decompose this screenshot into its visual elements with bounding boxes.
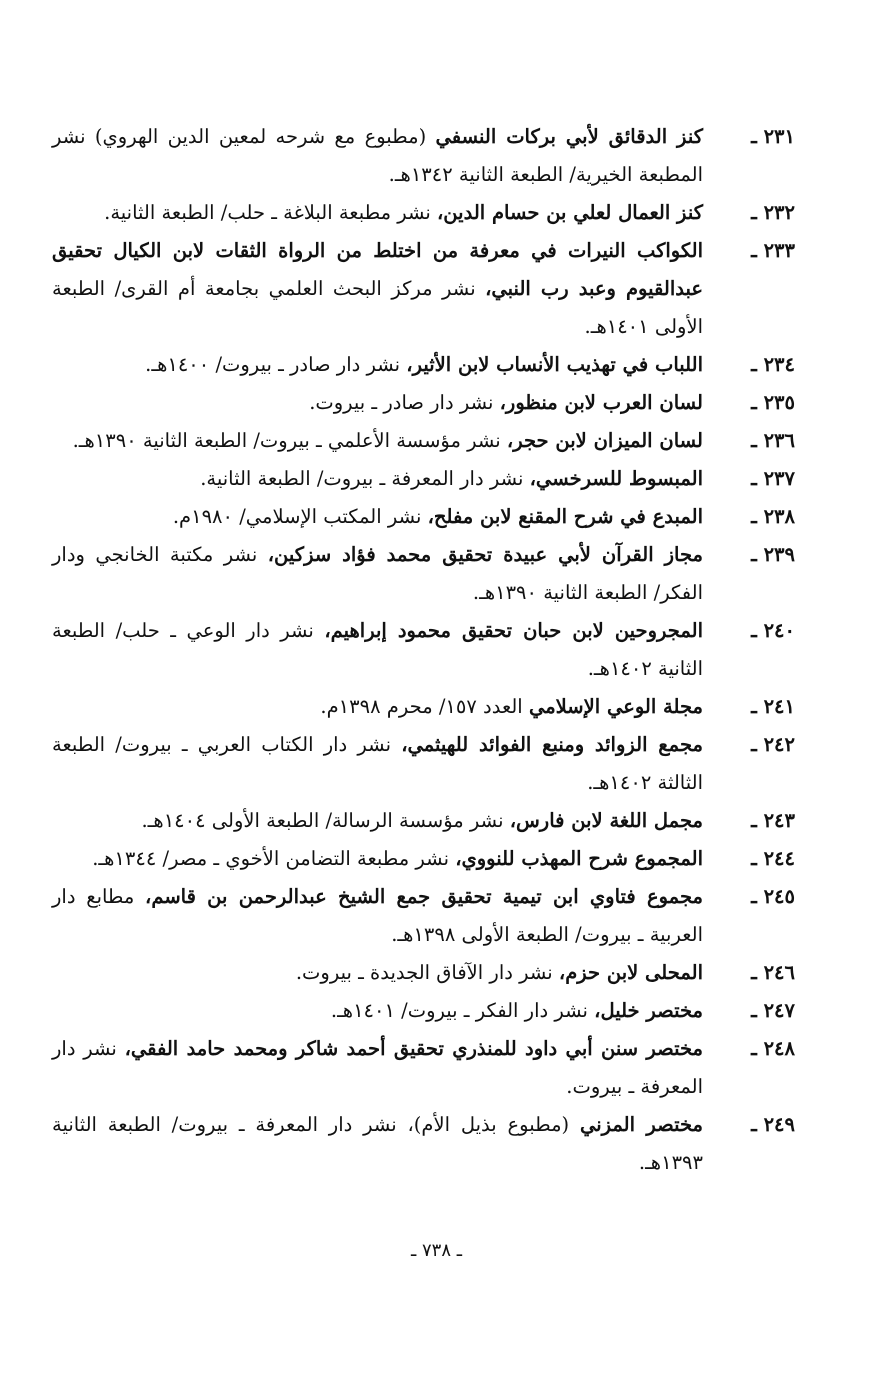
bibliography-entry [52, 422, 795, 460]
entry-number: ٢٤٣ ـ [751, 809, 795, 832]
entry-details: نشر مركز البحث العلمي بجامعة أم القرى/ الطبعة الأولى ١٤٠١هـ. [52, 277, 703, 338]
entry-title: لسان الميزان لابن حجر، [506, 429, 703, 452]
entry-title: المجروحين لابن حبان تحقيق محمود إبراهيم، [324, 619, 704, 642]
entry-title: المجموع شرح المهذب للنووي، [455, 847, 703, 870]
bibliography-entry [52, 878, 795, 954]
entry-title: مجاز القرآن لأبي عبيدة تحقيق محمد فؤاد سزكين، [267, 543, 704, 566]
entry-details: نشر دار الكتاب العربي ـ بيروت/ الطبعة الثالثة ١٤٠٢هـ. [52, 733, 703, 794]
entry-details: نشر مكتبة الخانجي ودار الفكر/ الطبعة الثانية ١٣٩٠هـ. [52, 543, 703, 604]
entry-details: (مطبوع مع شرحه لمعين الدين الهروي) نشر المطبعة الخيرية/ الطبعة الثانية ١٣٤٢هـ. [52, 125, 703, 186]
bibliography-entry [52, 460, 795, 498]
entry-title: المبدع في شرح المقنع لابن مفلح، [427, 505, 703, 528]
entry-details: نشر مؤسسة الأعلمي ـ بيروت/ الطبعة الثانية ١٣٩٠هـ. [72, 429, 507, 452]
entry-number: ٢٣٧ ـ [751, 467, 795, 490]
entry-number: ٢٤٤ ـ [751, 847, 795, 870]
entry-number: ٢٣٩ ـ [751, 543, 795, 566]
entry-number: ٢٤٥ ـ [751, 885, 795, 908]
entry-number: ٢٤٦ ـ [751, 961, 795, 984]
bibliography-entry [52, 1030, 795, 1106]
entry-details: (مطبوع بذيل الأم)، نشر دار المعرفة ـ بيروت/ الطبعة الثانية ١٣٩٣هـ. [52, 1113, 703, 1174]
entry-number: ٢٣١ ـ [751, 125, 795, 148]
entry-number: ٢٣٣ ـ [751, 239, 795, 262]
entry-details: العدد ١٥٧/ محرم ١٣٩٨م. [320, 695, 529, 718]
entry-number: ٢٣٤ ـ [751, 353, 795, 376]
bibliography-entry [52, 802, 795, 840]
bibliography-entry [52, 346, 795, 384]
bibliography-entry [52, 498, 795, 536]
bibliography-entry [52, 1106, 795, 1182]
entry-details: نشر دار المعرفة ـ بيروت/ الطبعة الثانية. [200, 467, 530, 490]
entry-title: لسان العرب لابن منظور، [499, 391, 703, 414]
entry-number: ٢٣٦ ـ [751, 429, 795, 452]
page-number: ـ ٧٣٨ ـ [410, 1240, 462, 1261]
bibliography-entry [52, 118, 795, 194]
entry-title: مختصر خليل، [594, 999, 703, 1022]
entry-title: كنز العمال لعلي بن حسام الدين، [437, 201, 703, 224]
entry-number: ٢٤٨ ـ [751, 1037, 795, 1060]
entry-title: مجمع الزوائد ومنبع الفوائد للهيثمي، [401, 733, 703, 756]
bibliography-entry [52, 612, 795, 688]
entry-number: ٢٤٢ ـ [751, 733, 795, 756]
entry-details: نشر دار المعرفة ـ بيروت. [52, 1037, 703, 1098]
entry-title: المحلى لابن حزم، [558, 961, 703, 984]
entry-number: ٢٤٩ ـ [751, 1113, 795, 1136]
entry-title: مختصر المزني [579, 1113, 703, 1136]
entry-number: ٢٣٢ ـ [751, 201, 795, 224]
entry-details: نشر دار الآفاق الجديدة ـ بيروت. [295, 961, 559, 984]
entry-details: نشر دار صادر ـ بيروت/ ١٤٠٠هـ. [145, 353, 407, 376]
entry-number: ٢٤٧ ـ [751, 999, 795, 1022]
entry-title: كنز الدقائق لأبي بركات النسفي [435, 125, 703, 148]
entry-number: ٢٤١ ـ [751, 695, 795, 718]
bibliography-entry [52, 384, 795, 422]
entry-title: اللباب في تهذيب الأنساب لابن الأثير، [406, 353, 703, 376]
entry-details: نشر دار الوعي ـ حلب/ الطبعة الثانية ١٤٠٢هـ. [52, 619, 703, 680]
entry-details: نشر دار الفكر ـ بيروت/ ١٤٠١هـ. [330, 999, 595, 1022]
entry-details: نشر مطبعة التضامن الأخوي ـ مصر/ ١٣٤٤هـ. [92, 847, 456, 870]
entry-number: ٢٣٨ ـ [751, 505, 795, 528]
bibliography-entry [52, 840, 795, 878]
bibliography-entry [52, 726, 795, 802]
entry-title: مختصر سنن أبي داود للمنذري تحقيق أحمد شاكر ومحمد حامد الفقي، [124, 1037, 703, 1060]
bibliography-entry [52, 536, 795, 612]
bibliography-entry [52, 954, 795, 992]
entry-title: المبسوط للسرخسي، [529, 467, 703, 490]
entry-details: نشر المكتب الإسلامي/ ١٩٨٠م. [172, 505, 428, 528]
bibliography-entry [52, 688, 795, 726]
entry-details: نشر مطبعة البلاغة ـ حلب/ الطبعة الثانية. [104, 201, 438, 224]
entry-title: مجمل اللغة لابن فارس، [509, 809, 703, 832]
entry-details: نشر مؤسسة الرسالة/ الطبعة الأولى ١٤٠٤هـ. [141, 809, 510, 832]
bibliography-entry [52, 232, 795, 346]
entry-details: مطابع دار العربية ـ بيروت/ الطبعة الأولى ١٣٩٨هـ. [52, 885, 703, 946]
entry-number: ٢٤٠ ـ [751, 619, 795, 642]
bibliography-entry [52, 194, 795, 232]
entry-title: الكواكب النيرات في معرفة من اختلط من الرواة الثقات لابن الكيال تحقيق عبدالقيوم وعبد رب النبي، [52, 239, 703, 300]
entry-number: ٢٣٥ ـ [751, 391, 795, 414]
entry-title: مجلة الوعي الإسلامي [528, 695, 703, 718]
entry-details: نشر دار صادر ـ بيروت. [309, 391, 500, 414]
bibliography-list [52, 118, 795, 1182]
entry-title: مجموع فتاوي ابن تيمية تحقيق جمع الشيخ عبدالرحمن بن قاسم، [145, 885, 703, 908]
bibliography-entry [52, 992, 795, 1030]
